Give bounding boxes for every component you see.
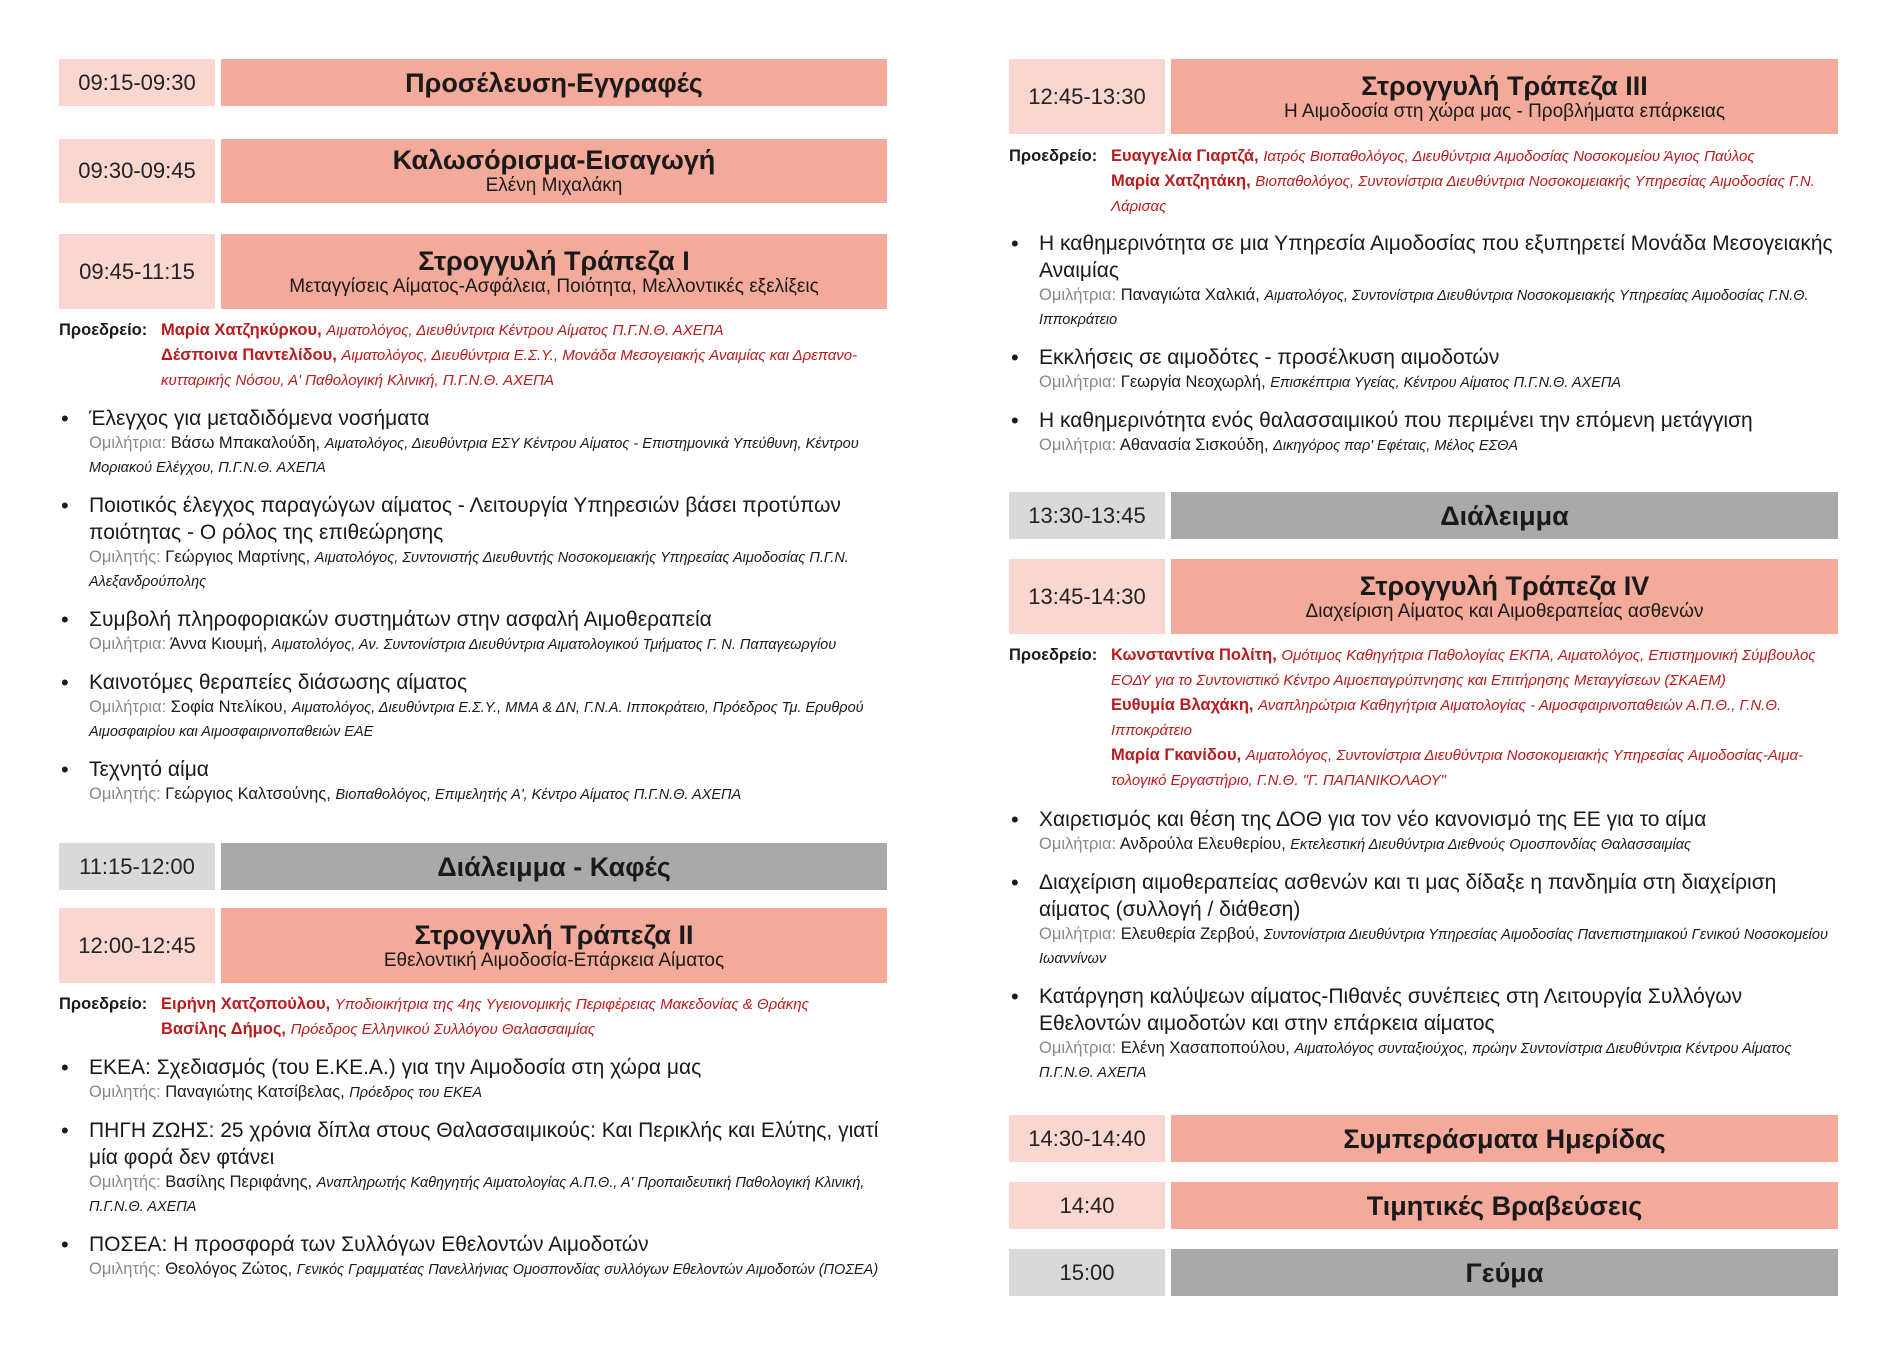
talk-item (1009, 344, 1838, 395)
session-title: Καλωσόρισμα-Εισαγωγή (392, 145, 716, 175)
session-welcome (59, 139, 887, 203)
speaker-label: Ομιλητής: (89, 1173, 161, 1191)
session-subtitle: Εθελοντική Αιμοδοσία-Επάρκεια Αίματος (383, 949, 725, 971)
speaker-role: Εκτελεστική Διευθύντρια Διεθνούς Ομοσπονδίας Θαλασσαιμίας (1290, 837, 1692, 853)
bullet-icon: • (61, 670, 69, 695)
session-bar (1171, 559, 1838, 634)
bullet-icon: • (61, 607, 69, 632)
speaker-name: Βάσω Μπακαλούδη, (170, 434, 321, 452)
talk-item (1009, 806, 1838, 857)
speaker-name: Παναγιώτα Χαλκιά, (1120, 286, 1260, 304)
chair-role: Υποδιοικήτρια της 4ης Υγειονομικής Περιφέρειας Μακεδονίας & Θράκης (334, 996, 809, 1013)
chair-person (161, 318, 887, 343)
session-awards (1009, 1182, 1838, 1229)
session-time: 14:30-14:40 (1009, 1115, 1165, 1162)
speaker-name: Παναγιώτης Κατσίβελας, (165, 1083, 345, 1101)
talk-item (1009, 407, 1838, 458)
speaker-label: Ομιλήτρια: (1039, 835, 1117, 853)
speaker-label: Ομιλήτρια: (1039, 1039, 1117, 1057)
speaker-role: Δικηγόρος παρ' Εφέταις, Μέλος ΕΣΘΑ (1273, 438, 1519, 454)
session-registration (59, 59, 887, 106)
session-title: Στρογγυλή Τράπεζα ΙΙΙ (1361, 70, 1648, 101)
bullet-icon: • (1011, 231, 1019, 256)
bullet-icon: • (1011, 345, 1019, 370)
chair-panel-1 (59, 318, 887, 393)
bullet-icon: • (1011, 870, 1019, 895)
session-bar (1171, 492, 1838, 539)
chair-person (161, 343, 887, 393)
speaker-label: Ομιλητής: (89, 1260, 161, 1278)
talk-item (1009, 983, 1838, 1085)
session-time: 15:00 (1009, 1249, 1165, 1296)
chair-name: Μαρία Χατζητάκη, (1111, 172, 1251, 190)
speaker-name: Σοφία Ντελίκου, (170, 698, 288, 716)
session-time: 11:15-12:00 (59, 843, 215, 890)
chair-person (1111, 144, 1838, 169)
chair-name: Μαρία Γκανίδου, (1111, 746, 1242, 764)
bullet-icon: • (61, 757, 69, 782)
session-title: Διάλειμμα (1440, 500, 1569, 531)
chair-name: Βασίλης Δήμος, (161, 1020, 287, 1038)
speaker-role: Αιματολόγος, Αν. Συντονίστρια Διευθύντρια Αιματολογικού Τμήματος Γ. Ν. Παπαγεωργίου (271, 637, 837, 653)
speaker-label: Ομιλήτρια: (1039, 436, 1117, 454)
session-time: 12:00-12:45 (59, 908, 215, 983)
session-time: 13:45-14:30 (1009, 559, 1165, 634)
speaker-label: Ομιλητής: (89, 548, 161, 566)
chair-role: Αιματολόγος, Διευθύντρια Κέντρου Αίματος Π.Γ.Ν.Θ. ΑΧΕΠΑ (326, 322, 724, 339)
speaker-name: Θεολόγος Ζώτος, (165, 1260, 293, 1278)
speaker-label: Ομιλήτρια: (89, 698, 167, 716)
session-bar (1171, 59, 1838, 134)
speaker-role: Συντονίστρια Διευθύντρια Υπηρεσίας Αιμοδοσίας Πανεπιστημιακού Γενικού Νοσοκομείου Ιωαννίνων (1039, 927, 1828, 967)
talk-item (59, 1117, 887, 1219)
chair-label: Προεδρείο: (1009, 646, 1098, 664)
speaker-role: Επισκέπτρια Υγείας, Κέντρου Αίματος Π.Γ.Ν.Θ. ΑΧΕΠΑ (1270, 375, 1622, 391)
session-bar (1171, 1115, 1838, 1162)
session-title: Γεύμα (1465, 1257, 1544, 1288)
chair-person (1111, 169, 1838, 219)
chair-role: Αιματολόγος, Διευθύντρια Ε.Σ.Υ., Μονάδα Μεσογειακής Αναιμίας και Δρεπανο-κυτταρικής Νόσου, Α' Παθολογική Κλινική, Π.Γ.Ν.Θ. ΑΧΕΠΑ (161, 347, 858, 389)
session-bar (1171, 1249, 1838, 1296)
session-time: 14:40 (1009, 1182, 1165, 1229)
chair-label: Προεδρείο: (59, 995, 148, 1013)
talk-list-2 (59, 1054, 887, 1294)
speaker-name: Γεωργία Νεοχωρλή, (1120, 373, 1266, 391)
speaker-name: Άννα Κιουμή, (169, 635, 268, 653)
bullet-icon: • (61, 493, 69, 518)
session-subtitle: Μεταγγίσεις Αίματος-Ασφάλεια, Ποιότητα, Μελλοντικές εξελίξεις (289, 275, 819, 297)
speaker-name: Ελευθερία Ζερβού, (1120, 925, 1260, 943)
talk-item (59, 606, 887, 657)
talk-title: Τεχνητό αίμα (89, 758, 209, 781)
talk-item (59, 492, 887, 594)
talk-title: Η καθημερινότητα σε μια Υπηρεσία Αιμοδοσίας που εξυπηρετεί Μονάδα Μεσογειακής Αναιμίας (1039, 232, 1833, 282)
session-title: Συμπεράσματα Ημερίδας (1343, 1123, 1666, 1154)
bullet-icon: • (1011, 807, 1019, 832)
chair-label: Προεδρείο: (1009, 147, 1098, 165)
talk-list-1 (59, 405, 887, 819)
speaker-name: Γεώργιος Μαρτίνης, (165, 548, 311, 566)
session-roundtable-2 (59, 908, 887, 983)
session-subtitle: Η Αιμοδοσία στη χώρα μας - Προβλήματα επάρκειας (1283, 100, 1726, 122)
speaker-label: Ομιλήτρια: (1039, 373, 1117, 391)
talk-item (59, 405, 887, 480)
session-roundtable-3 (1009, 59, 1838, 134)
session-lunch (1009, 1249, 1838, 1296)
chair-name: Κωνσταντίνα Πολίτη, (1111, 646, 1277, 664)
session-title: Προσέλευση-Εγγραφές (405, 67, 703, 98)
talk-item (1009, 869, 1838, 971)
chair-role: Ιατρός Βιοπαθολόγος, Διευθύντρια Αιμοδοσίας Νοσοκομείου Άγιος Παύλος (1263, 148, 1755, 165)
chair-person (161, 992, 887, 1017)
session-bar (221, 139, 887, 203)
session-title: Στρογγυλή Τράπεζα IV (1359, 570, 1650, 601)
speaker-label: Ομιλήτρια: (1039, 286, 1117, 304)
chair-label: Προεδρείο: (59, 321, 148, 339)
session-bar (221, 843, 887, 890)
speaker-name: Αθανασία Σισκούδη, (1119, 436, 1269, 454)
speaker-role: Αναπληρωτής Καθηγητής Αιματολογίας Α.Π.Θ., Α' Προπαιδευτική Παθολογική Κλινική, Π.Γ.Ν.Θ. ΑΧΕΠΑ (89, 1175, 865, 1215)
talk-list-3 (1009, 230, 1838, 470)
talk-title: Χαιρετισμός και θέση της ΔΟΘ για τον νέο κανονισμό της ΕΕ για το αίμα (1039, 808, 1707, 831)
session-roundtable-1 (59, 234, 887, 309)
speaker-label: Ομιλητής: (89, 785, 161, 803)
speaker-role: Πρόεδρος του ΕΚΕΑ (349, 1085, 483, 1101)
chair-name: Δέσποινα Παντελίδου, (161, 346, 337, 364)
session-time: 09:30-09:45 (59, 139, 215, 203)
talk-item (1009, 230, 1838, 332)
chair-panel-2 (59, 992, 887, 1042)
speaker-name: Ανδρούλα Ελευθερίου, (1119, 835, 1286, 853)
session-title: Τιμητικές Βραβεύσεις (1366, 1190, 1643, 1221)
talk-title: Έλεγχος για μεταδιδόμενα νοσήματα (89, 407, 430, 430)
chair-role: Αναπληρώτρια Καθηγήτρια Αιματολογίας - Αιμοσφαιρινοπαθειών Α.Π.Θ., Γ.Ν.Θ. Ιπποκράτειο (1111, 697, 1782, 739)
chair-person (1111, 643, 1838, 693)
talk-item (59, 1054, 887, 1105)
session-bar (221, 908, 887, 983)
talk-title: Ποιοτικός έλεγχος παραγώγων αίματος - Λειτουργία Υπηρεσιών βάσει προτύπων ποιότητας - Ο ρόλος της επιθεώρησης (89, 494, 841, 544)
talk-title: Συμβολή πληροφοριακών συστημάτων στην ασφαλή Αιμοθεραπεία (89, 608, 712, 631)
talk-title: Η καθημερινότητα ενός θαλασσαιμικού που περιμένει την επόμενη μετάγγιση (1039, 409, 1753, 432)
bullet-icon: • (61, 1118, 69, 1143)
chair-person (1111, 693, 1838, 743)
talk-title: Κατάργηση καλύψεων αίματος-Πιθανές συνέπειες στη Λειτουργία Συλλόγων Εθελοντών αιμοδοτών και στην επάρκεια αίματος (1039, 985, 1743, 1035)
speaker-role: Αιματολόγος, Διευθύντρια Ε.Σ.Υ., ΜΜΑ & ΔΝ, Γ.Ν.Α. Ιπποκράτειο, Πρόεδρος Τμ. Ερυθρού Αιμοσφαιρίου και Αιμοσφαιρινοπαθειών ΕΑΕ (89, 700, 864, 740)
speaker-label: Ομιλήτρια: (89, 635, 167, 653)
talk-title: Εκκλήσεις σε αιμοδότες - προσέλκυση αιμοδοτών (1039, 346, 1500, 369)
speaker-role: Γενικός Γραμματέας Πανελλήνιας Ομοσπονδίας συλλόγων Εθελοντών Αιμοδοτών (ΠΟΣΕΑ) (296, 1262, 879, 1278)
bullet-icon: • (1011, 408, 1019, 433)
bullet-icon: • (61, 1232, 69, 1257)
session-time: 09:45-11:15 (59, 234, 215, 309)
chair-name: Ειρήνη Χατζοπούλου, (161, 995, 331, 1013)
chair-panel-3 (1009, 144, 1838, 219)
session-subtitle: Διαχείριση Αίματος και Αιμοθεραπείας ασθενών (1305, 600, 1704, 622)
bullet-icon: • (61, 1055, 69, 1080)
speaker-label: Ομιλήτρια: (89, 434, 167, 452)
bullet-icon: • (61, 406, 69, 431)
speaker-name: Βασίλης Περιφάνης, (165, 1173, 313, 1191)
session-coffee-break (59, 843, 887, 890)
session-title: Διάλειμμα - Καφές (437, 851, 671, 882)
chair-role: Πρόεδρος Ελληνικού Συλλόγου Θαλασσαιμίας (290, 1021, 596, 1038)
chair-panel-4 (1009, 643, 1838, 793)
session-title: Στρογγυλή Τράπεζα ΙΙ (414, 919, 694, 950)
talk-item (59, 669, 887, 744)
session-bar (221, 234, 887, 309)
speaker-name: Ελένη Χασαποπούλου, (1120, 1039, 1290, 1057)
session-break (1009, 492, 1838, 539)
talk-title: ΠΗΓΗ ΖΩΗΣ: 25 χρόνια δίπλα στους Θαλασσαιμικούς: Και Περικλής και Ελύτης, γιατί μία φορά δεν φτάνει (89, 1119, 879, 1169)
speaker-role: Αιματολόγος, Συντονίστρια Διευθύντρια Νοσοκομειακής Υπηρεσίας Αιμοδοσίας Γ.Ν.Θ. Ιπποκράτειο (1039, 288, 1809, 328)
session-bar (221, 59, 887, 106)
session-title: Στρογγυλή Τράπεζα Ι (418, 245, 690, 276)
session-subtitle: Ελένη Μιχαλάκη (485, 175, 623, 196)
talk-title: ΕΚΕΑ: Σχεδιασμός (του Ε.ΚΕ.Α.) για την Αιμοδοσία στη χώρα μας (89, 1056, 702, 1079)
session-roundtable-4 (1009, 559, 1838, 634)
chair-person (161, 1017, 887, 1042)
chair-person (1111, 743, 1838, 793)
speaker-role: Αιματολόγος, Συντονιστής Διευθυντής Νοσοκομειακής Υπηρεσίας Αιμοδοσίας Π.Γ.Ν. Αλεξανδρούπολης (89, 550, 849, 590)
talk-title: Καινοτόμες θεραπείες διάσωσης αίματος (89, 671, 468, 694)
chair-role: Αιματολόγος, Συντονίστρια Διευθύντρια Νοσοκομειακής Υπηρεσίας Αιμοδοσίας-Αιμα-τολογικό Εργαστήριο, Γ.Ν.Θ. "Γ. ΠΑΠΑΝΙΚΟΛΑΟΥ" (1111, 747, 1803, 789)
speaker-role: Αιματολόγος συνταξιούχος, πρώην Συντονίστρια Διευθύντρια Κέντρου Αίματος Π.Γ.Ν.Θ. ΑΧΕΠΑ (1039, 1041, 1792, 1081)
speaker-label: Ομιλήτρια: (1039, 925, 1117, 943)
chair-role: Ομότιμος Καθηγήτρια Παθολογίας ΕΚΠΑ, Αιματολόγος, Επιστημονική Σύμβουλος ΕΟΔΥ για το Συντονιστικό Κέντρο Αιμοεπαγρύπνησης και Επιτήρησης Μεταγγίσεων (ΣΚΑΕΜ) (1111, 647, 1816, 689)
speaker-role: Βιοπαθολόγος, Επιμελητής Α', Κέντρο Αίματος Π.Γ.Ν.Θ. ΑΧΕΠΑ (335, 787, 742, 803)
speaker-role: Αιματολόγος, Διευθύντρια ΕΣΥ Κέντρου Αίματος - Επιστημονικά Υπεύθυνη, Κέντρου Μοριακού Ελέγχου, Π.Γ.Ν.Θ. ΑΧΕΠΑ (89, 436, 859, 476)
talk-item (59, 1231, 887, 1282)
speaker-label: Ομιλητής: (89, 1083, 161, 1101)
bullet-icon: • (1011, 984, 1019, 1009)
talk-list-4 (1009, 806, 1838, 1097)
talk-item (59, 756, 887, 807)
chair-name: Ευαγγελία Γιαρτζά, (1111, 147, 1259, 165)
session-bar (1171, 1182, 1838, 1229)
chair-name: Ευθυμία Βλαχάκη, (1111, 696, 1254, 714)
session-time: 12:45-13:30 (1009, 59, 1165, 134)
session-conclusions (1009, 1115, 1838, 1162)
speaker-name: Γεώργιος Καλτσούνης, (165, 785, 331, 803)
session-time: 13:30-13:45 (1009, 492, 1165, 539)
chair-name: Μαρία Χατζηκύρκου, (161, 321, 322, 339)
chair-role: Βιοπαθολόγος, Συντονίστρια Διευθύντρια Νοσοκομειακής Υπηρεσίας Αιμοδοσίας Γ.Ν. Λάρισας (1111, 173, 1815, 215)
talk-title: ΠΟΣΕΑ: Η προσφορά των Συλλόγων Εθελοντών Αιμοδοτών (89, 1233, 649, 1256)
session-time: 09:15-09:30 (59, 59, 215, 106)
talk-title: Διαχείριση αιμοθεραπείας ασθενών και τι μας δίδαξε η πανδημία στη διαχείριση αίματος (συλλογή / διάθεση) (1039, 871, 1777, 921)
